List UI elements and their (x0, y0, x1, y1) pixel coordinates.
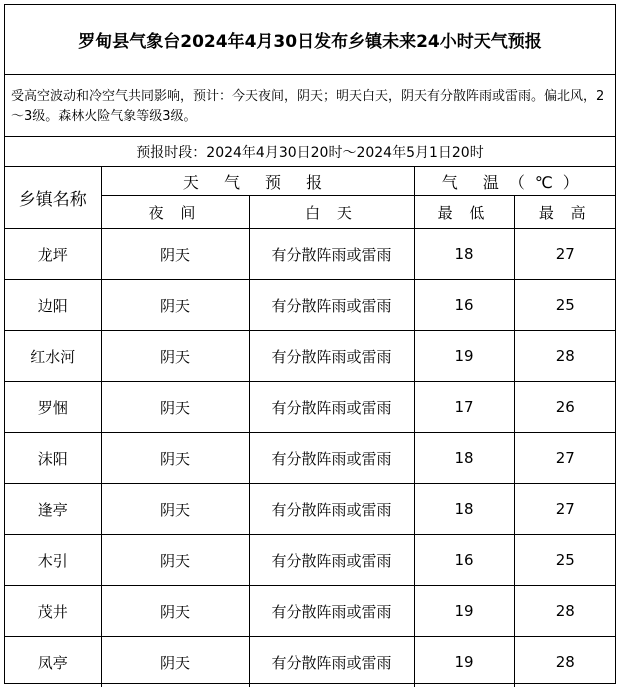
page-title: 罗甸县气象台2024年4月30日发布乡镇未来24小时天气预报 (5, 5, 615, 75)
town-cell: 逢亭 (5, 484, 101, 535)
high-cell: 28 (514, 331, 616, 382)
day-cell: 有分散阵雨或雷雨 (249, 331, 414, 382)
table-row (5, 331, 616, 382)
night-cell: 阴天 (101, 280, 249, 331)
day-cell: 有分散阵雨或雷雨 (249, 280, 414, 331)
high-cell: 27 (514, 229, 616, 280)
table-row (5, 433, 616, 484)
day-cell: 有分散阵雨或雷雨 (249, 637, 414, 688)
night-cell: 阴天 (101, 535, 249, 586)
table-row (5, 229, 616, 280)
low-cell: 18 (414, 484, 514, 535)
table-row (5, 637, 616, 688)
high-cell: 27 (514, 433, 616, 484)
low-cell: 16 (414, 535, 514, 586)
forecast-period: 预报时段：2024年4月30日20时～2024年5月1日20时 (5, 137, 615, 167)
day-cell: 有分散阵雨或雷雨 (249, 484, 414, 535)
town-cell: 红水河 (5, 331, 101, 382)
night-cell: 阴天 (101, 229, 249, 280)
header-temperature: 气 温（℃） (414, 167, 616, 196)
table-row (5, 280, 616, 331)
table-row (5, 586, 616, 637)
town-cell: 茂井 (5, 586, 101, 637)
town-cell: 凤亭 (5, 637, 101, 688)
header-day: 白 天 (249, 196, 414, 229)
header-high: 最 高 (514, 196, 616, 229)
high-cell: 25 (514, 535, 616, 586)
town-cell: 边阳 (5, 280, 101, 331)
header-town: 乡镇名称 (5, 167, 101, 229)
high-cell: 27 (514, 484, 616, 535)
forecast-sheet (4, 4, 616, 684)
low-cell: 19 (414, 637, 514, 688)
day-cell: 有分散阵雨或雷雨 (249, 229, 414, 280)
header-low: 最 低 (414, 196, 514, 229)
night-cell: 阴天 (101, 586, 249, 637)
high-cell: 26 (514, 382, 616, 433)
forecast-table (5, 167, 616, 687)
low-cell: 19 (414, 331, 514, 382)
town-cell: 沫阳 (5, 433, 101, 484)
night-cell: 阴天 (101, 433, 249, 484)
low-cell: 18 (414, 433, 514, 484)
town-cell: 木引 (5, 535, 101, 586)
night-cell: 阴天 (101, 382, 249, 433)
high-cell: 28 (514, 637, 616, 688)
table-row (5, 382, 616, 433)
low-cell: 17 (414, 382, 514, 433)
day-cell: 有分散阵雨或雷雨 (249, 433, 414, 484)
high-cell: 25 (514, 280, 616, 331)
table-row (5, 484, 616, 535)
day-cell: 有分散阵雨或雷雨 (249, 535, 414, 586)
forecast-summary: 受高空波动和冷空气共同影响，预计：今天夜间，阴天；明天白天，阴天有分散阵雨或雷雨。偏北风，2～3级。森林火险气象等级3级。 (5, 75, 615, 137)
town-cell: 罗悃 (5, 382, 101, 433)
day-cell: 有分散阵雨或雷雨 (249, 586, 414, 637)
night-cell: 阴天 (101, 331, 249, 382)
low-cell: 16 (414, 280, 514, 331)
header-night: 夜 间 (101, 196, 249, 229)
high-cell: 28 (514, 586, 616, 637)
town-cell: 龙坪 (5, 229, 101, 280)
low-cell: 19 (414, 586, 514, 637)
low-cell: 18 (414, 229, 514, 280)
day-cell: 有分散阵雨或雷雨 (249, 382, 414, 433)
table-row (5, 535, 616, 586)
header-forecast: 天 气 预 报 (101, 167, 414, 196)
night-cell: 阴天 (101, 637, 249, 688)
night-cell: 阴天 (101, 484, 249, 535)
